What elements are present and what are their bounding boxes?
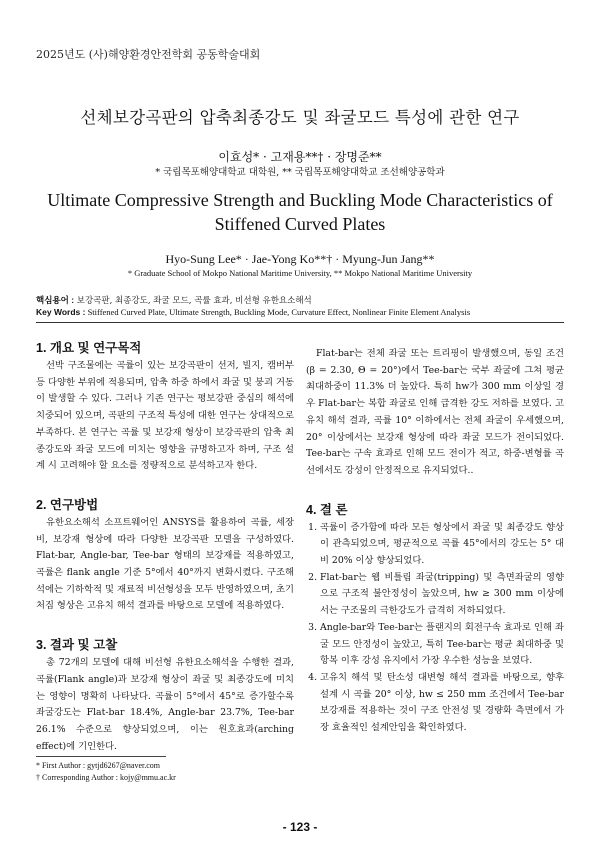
section-3-body-p2: Flat-bar는 전체 좌굴 또는 트리핑이 발생했으며, 동일 조건(β = 2.30, Θ = 20°)에서 Tee-bar는 국부 좌굴에 그쳐 평균 최대하중이 11.3% 더 높았다. 특히 hw가 300 mm 이상일 경우 Flat-bar는 복합 좌굴로 인해 급격한 강도 저하를 보였다. 고유치 해석 결과, 곡률 10° 이하에서는 전체 좌굴이 우세했으며, 20° 이상에서는 보강재 형상에 따라 좌굴 모드가 전이되었다. Tee-bar는 구속 효과로 인해 모드 전이가 적고, 하중-변형률 곡선에서도 강성이 안정적으로 유지되었다..	[306, 348, 564, 476]
page-number: - 123 -	[282, 820, 318, 834]
keywords-korean-label: 핵심용어 :	[36, 295, 75, 305]
keywords-english-text: Stiffened Curved Plate, Ultimate Strength, Buckling Mode, Curvature Effect, Nonlinear Finite Element Analysis	[87, 307, 471, 317]
section-2-heading: 2. 연구방법	[36, 497, 99, 512]
footnote-corresponding-author: † Corresponding Author : kojy@mmu.ac.kr	[36, 773, 176, 782]
conference-header: 2025년도 (사)해양환경안전학회 공동학술대회	[36, 48, 261, 61]
conclusion-item: 3. Angle-bar와 Tee-bar는 플랜지의 회전구속 효과로 인해 좌굴 모드 안정성이 높았고, 특히 Tee-bar는 평균 최대하중 및 항복 이후 강성 유지에서 가장 우수한 성능을 보였다.	[320, 620, 564, 670]
keywords-english	[36, 307, 470, 317]
section-3-heading: 3. 결과 및 고찰	[36, 638, 118, 653]
conclusions-list	[306, 520, 564, 737]
section-1-heading: 1. 개요 및 연구목적	[36, 341, 142, 355]
title-english-line2: Stiffened Curved Plates	[214, 214, 386, 234]
right-column	[306, 326, 564, 737]
keywords-english-label: Key Words :	[36, 307, 86, 317]
footnote-first-author: * First Author : gytjd6267@naver.com	[36, 761, 161, 770]
title-english	[0, 188, 600, 236]
affiliation-korean: * 국립목포해양대학교 대학원, ** 국립목포해양대학교 조선해양공학과	[155, 167, 445, 178]
section-4-heading: 4. 결 론	[306, 502, 348, 517]
title-english-line1: Ultimate Compressive Strength and Buckling Mode Characteristics of	[47, 190, 553, 210]
conclusion-item: 1. 곡률이 증가함에 따라 모든 형상에서 좌굴 및 최종강도 향상이 관측되었으며, 평균적으로 곡률 45°에서의 강도는 5° 대비 20% 이상 향상되었다.	[320, 520, 564, 570]
section-2-body: 유한요소해석 소프트웨어인 ANSYS를 활용하여 곡률, 세장비, 보강재 형상에 따라 다양한 보강곡판 모델을 구성하였다. Flat-bar, Angle-bar, Tee-bar 형태의 보강재를 적용하였고, 곡률은 flank angle 기준 5°에서 40°까지 변화시켰다. 구조해석에는 기하학적 및 재료적 비선형성을 모두 반영하였으며, 초기 처짐 형상은 고유치 해석 결과를 바탕으로 모델에 적용하였다.	[36, 516, 294, 612]
keywords-divider	[36, 322, 564, 323]
section-1-body: 선박 구조물에는 곡률이 있는 보강곡판이 선저, 빌지, 캠버부 등 다양한 부위에 적용되며, 압축 하중 하에서 좌굴 및 붕괴 거동이 발생할 수 있다. 그러나 기존 연구는 평보강판 중심의 해석에 치중되어 있으며, 곡판의 구조적 특성에 대한 연구는 상대적으로 부족하다. 본 연구는 곡률 및 보강재 형상이 보강곡판의 압축 최종강도와 좌굴 모드에 미치는 영향을 규명하고자 하며, 구조 설계 시 고려해야 할 요소를 정량적으로 분석하고자 한다.	[36, 360, 294, 472]
left-column	[36, 340, 294, 755]
title-korean: 선체보강곡판의 압축최종강도 및 좌굴모드 특성에 관한 연구	[80, 108, 520, 127]
keywords-korean	[36, 294, 312, 306]
footnote-divider	[36, 756, 166, 757]
conclusion-item: 2. Flat-bar는 웹 비틀림 좌굴(tripping) 및 측면좌굴의 영향으로 구조적 불안정성이 높았으며, hw ≥ 300 mm 이상에서는 구조물의 극한강도가 급격히 저하되었다.	[320, 570, 564, 620]
affiliation-english: * Graduate School of Mokpo National Maritime University, ** Mokpo National Maritime University	[127, 268, 473, 278]
keywords-korean-text: 보강곡판, 최종강도, 좌굴 모드, 곡률 효과, 비선형 유한요소해석	[76, 296, 312, 306]
conclusion-item: 4. 고유치 해석 및 탄소성 대변형 해석 결과를 바탕으로, 향후 설계 시 곡률 20° 이상, hw ≤ 250 mm 조건에서 Tee-bar 보강재를 적용하는 것이 구조 안전성 및 경량화 측면에서 가장 효율적인 설계안임을 확인하였다.	[320, 670, 564, 737]
section-3-body-p1: 총 72개의 모델에 대해 비선형 유한요소해석을 수행한 결과, 곡률(Flank angle)과 보강재 형상이 좌굴 및 최종강도에 미치는 영향이 명확히 나타났다. 곡률이 5°에서 45°로 증가할수록 좌굴강도는 Flat-bar 18.4%, Angle-bar 23.7%, Tee-bar 26.1% 수준으로 향상되었으며, 이는 원호효과(arching effect)에 기인한다.	[36, 657, 294, 752]
authors-korean: 이효성* · 고재용**† · 장명준**	[218, 150, 382, 164]
authors-english: Hyo-Sung Lee* · Jae-Yong Ko**† · Myung-Jun Jang**	[165, 252, 435, 266]
